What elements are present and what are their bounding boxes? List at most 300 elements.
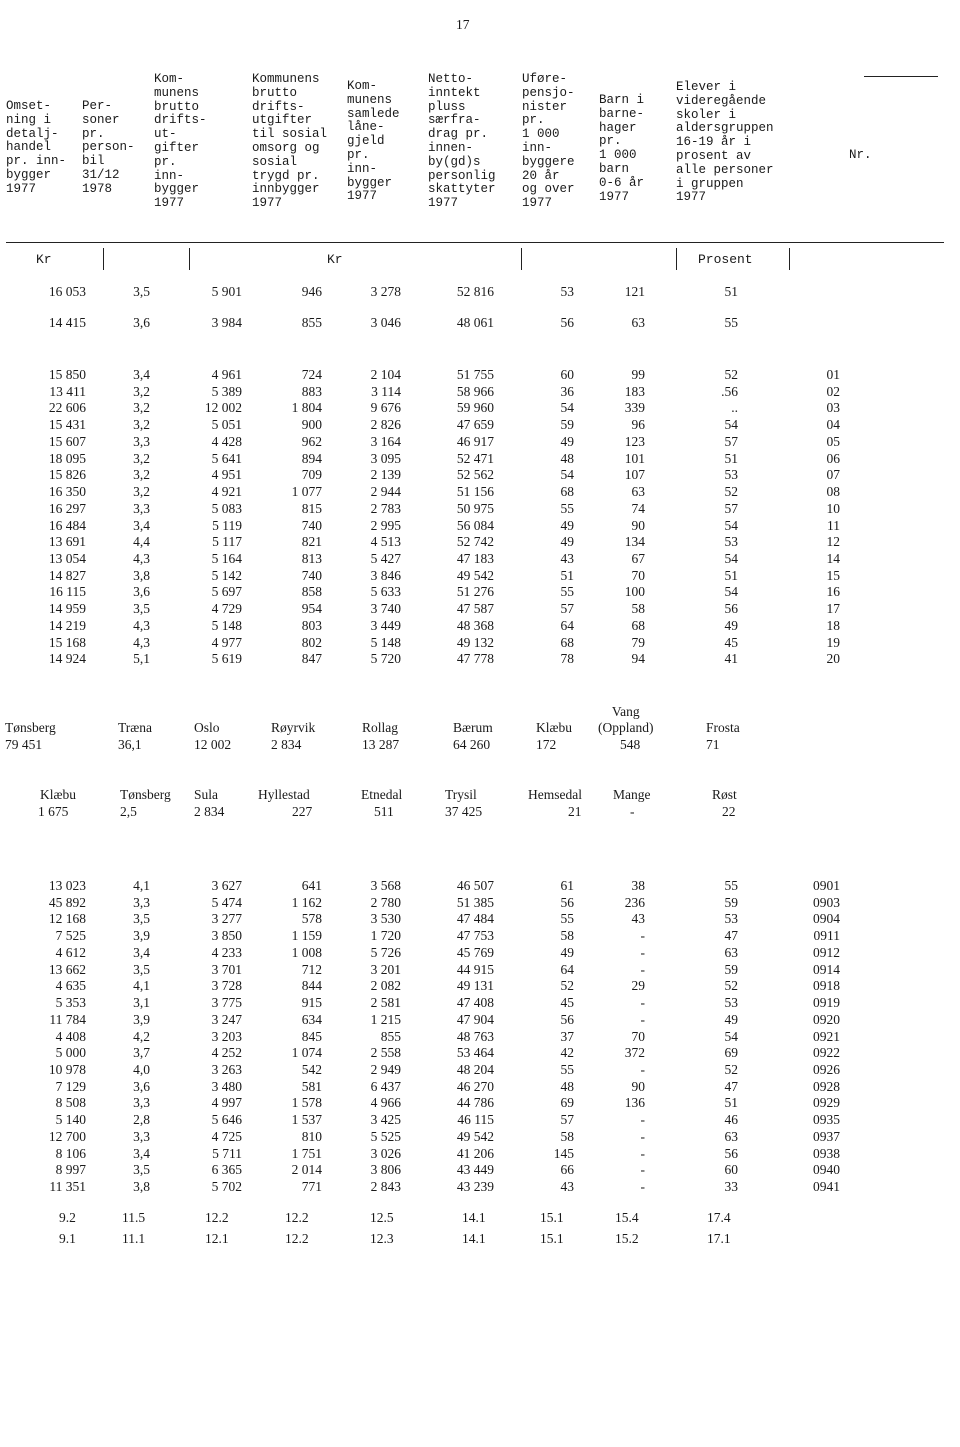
table-cell: 36 [560, 383, 574, 399]
table-cell: 372 [624, 1045, 645, 1061]
table-cell: 3 164 [370, 433, 401, 449]
table-cell: 3,6 [133, 584, 150, 600]
column-code: 12.2 [205, 1210, 229, 1225]
table-cell: 13 411 [49, 383, 86, 399]
table-cell: 3,5 [133, 601, 150, 617]
table-cell: 1 077 [291, 484, 322, 499]
table-cell: 100 [624, 584, 645, 600]
table-cell: 641 [301, 878, 322, 893]
table-cell: 16 350 [48, 484, 86, 499]
unit-divider [676, 248, 677, 270]
table-cell: 13 054 [48, 550, 86, 566]
table-cell: 55 [724, 315, 738, 330]
table-cell: 5 148 [211, 617, 242, 633]
table-cell: 3 530 [370, 911, 401, 927]
table-cell: 61 [560, 878, 574, 893]
column-code: 11.1 [122, 1231, 146, 1246]
table-cell: 13 662 [48, 961, 86, 977]
table-cell: 0914 [813, 961, 840, 977]
table-cell: 42 [560, 1045, 574, 1061]
table-cell: 5 697 [211, 584, 242, 600]
column-code: 15.1 [540, 1210, 564, 1225]
table-cell: 47 659 [456, 417, 494, 433]
table-cell: 121 [624, 284, 645, 299]
table-cell: 802 [301, 634, 322, 650]
table-cell: 134 [624, 534, 645, 550]
table-cell: 52 471 [456, 450, 494, 466]
column-code: 12.3 [370, 1231, 394, 1246]
table-cell: 2 949 [370, 1061, 401, 1077]
table-cell: 5,1 [133, 651, 150, 667]
table-cell: 0918 [813, 978, 840, 994]
column-header: Netto- inntekt pluss særfra- drag pr. innen- by(gd)s personlig skattyter 1977 [428, 72, 496, 211]
table-cell: 52 [724, 1061, 738, 1077]
table-cell: 49 [560, 517, 574, 533]
table-cell: 3 425 [370, 1112, 401, 1128]
table-cell: 38 [631, 878, 645, 893]
table-cell: .56 [721, 383, 738, 399]
table-cell: .. [731, 400, 738, 416]
table-cell: 16 115 [49, 584, 86, 600]
table-cell: 63 [631, 484, 645, 499]
table-cell: 1 720 [370, 928, 401, 944]
table-cell: 2 780 [370, 894, 401, 910]
table-cell: 634 [301, 1011, 322, 1027]
min-value: 227 [292, 804, 313, 819]
table-cell: 58 [560, 1128, 574, 1144]
table-cell: 813 [301, 550, 322, 566]
unit-divider [521, 248, 522, 270]
table-cell: 1 578 [291, 1095, 322, 1111]
table-cell: 56 [724, 1145, 738, 1161]
table-cell: 1 804 [291, 400, 322, 416]
table-cell: 46 115 [457, 1112, 494, 1128]
table-cell: 48 368 [456, 617, 494, 633]
table-cell: - [640, 961, 645, 977]
min-municipality-name: Røst [712, 787, 737, 802]
table-cell: 47 753 [456, 928, 494, 944]
table-cell: 13 691 [48, 534, 86, 550]
table-cell: 724 [301, 367, 322, 382]
column-code: 12.2 [285, 1231, 309, 1246]
table-cell: 3 203 [211, 1028, 242, 1044]
table-cell: 5 389 [211, 383, 242, 399]
table-cell: 0912 [813, 944, 840, 960]
table-cell: 1 215 [370, 1011, 401, 1027]
table-cell: 53 [724, 467, 738, 483]
table-cell: 3 114 [371, 383, 401, 399]
table-cell: - [640, 995, 645, 1010]
table-cell: 69 [560, 1095, 574, 1111]
table-cell: 740 [301, 517, 322, 533]
table-cell: 8 106 [55, 1145, 86, 1161]
min-municipality-name: Tønsberg [120, 787, 171, 802]
max-municipality-name: Rollag [362, 720, 398, 735]
table-cell: 78 [560, 651, 574, 667]
table-cell: 0937 [813, 1128, 840, 1144]
table-cell: 6 365 [211, 1162, 242, 1178]
table-cell: 56 [560, 894, 574, 910]
column-code: 9.1 [59, 1231, 76, 1246]
table-cell: 10 978 [48, 1061, 86, 1077]
table-cell: 49 542 [456, 567, 494, 583]
table-cell: - [640, 1112, 645, 1128]
table-cell: 2 944 [370, 484, 401, 499]
table-cell: 51 [560, 567, 574, 583]
table-cell: 03 [826, 400, 840, 416]
table-cell: 5 148 [370, 634, 401, 650]
table-cell: 57 [560, 601, 574, 617]
table-cell: 4,3 [133, 634, 150, 650]
table-cell: 51 156 [456, 484, 494, 499]
table-cell: 47 [724, 1078, 738, 1094]
table-cell: 47 778 [456, 651, 494, 667]
table-cell: 12 [826, 534, 840, 550]
table-cell: 3,7 [133, 1045, 150, 1061]
table-cell: 54 [560, 400, 574, 416]
table-cell: 3,2 [133, 450, 150, 466]
table-cell: 18 095 [48, 450, 86, 466]
table-cell: 48 [560, 450, 574, 466]
table-cell: 3,1 [133, 995, 150, 1010]
table-cell: 2 014 [291, 1162, 322, 1178]
table-cell: 90 [631, 1078, 645, 1094]
table-cell: 43 239 [456, 1179, 494, 1194]
table-cell: 29 [631, 978, 645, 994]
table-cell: 49 [560, 433, 574, 449]
table-cell: 55 [560, 911, 574, 927]
table-cell: 1 162 [291, 894, 322, 910]
table-cell: 52 [560, 978, 574, 994]
table-cell: 55 [560, 500, 574, 516]
min-value: 37 425 [445, 804, 483, 819]
table-cell: 5 117 [212, 534, 242, 550]
column-code: 15.2 [615, 1231, 639, 1246]
column-header: Kom- munens samlede låne- gjeld pr. inn- bygger 1977 [347, 79, 400, 204]
table-cell: 5 051 [211, 417, 242, 433]
table-cell: 96 [631, 417, 645, 433]
table-cell: 5 702 [211, 1179, 242, 1194]
table-cell: 52 [724, 978, 738, 994]
table-cell: 47 183 [456, 550, 494, 566]
table-cell: 46 [724, 1112, 738, 1128]
table-cell: 844 [301, 978, 322, 994]
max-value: 172 [536, 737, 557, 752]
table-cell: 56 [724, 601, 738, 617]
table-cell: 5 427 [370, 550, 401, 566]
table-cell: 5 119 [212, 517, 242, 533]
table-cell: 0911 [813, 928, 840, 944]
table-cell: 59 960 [456, 400, 494, 416]
table-cell: 581 [301, 1078, 322, 1094]
table-cell: 74 [631, 500, 645, 516]
table-cell: 3 046 [370, 315, 401, 330]
table-cell: 5 474 [211, 894, 242, 910]
table-cell: 12 002 [204, 400, 242, 416]
table-cell: 136 [624, 1095, 645, 1111]
table-cell: 15 [826, 567, 840, 583]
table-cell: 67 [631, 550, 645, 566]
table-cell: 68 [631, 617, 645, 633]
table-cell: - [640, 944, 645, 960]
table-cell: 16 484 [48, 517, 86, 533]
table-cell: 3,8 [133, 1179, 150, 1194]
table-cell: 41 206 [456, 1145, 494, 1161]
table-cell: 15 826 [48, 467, 86, 483]
table-cell: 3,2 [133, 400, 150, 416]
table-cell: 4 729 [211, 601, 242, 617]
table-cell: 46 507 [456, 878, 494, 893]
max-value: 71 [706, 737, 720, 752]
table-cell: 14 959 [48, 601, 86, 617]
table-cell: 90 [631, 517, 645, 533]
table-cell: 5 083 [211, 500, 242, 516]
table-cell: 59 [724, 961, 738, 977]
table-cell: 14 924 [48, 651, 86, 667]
table-cell: 60 [560, 367, 574, 382]
min-value: 2 834 [194, 804, 225, 819]
table-cell: 57 [724, 433, 738, 449]
max-municipality-name: Træna [118, 720, 153, 735]
table-cell: 2 783 [370, 500, 401, 516]
table-cell: 2 558 [370, 1045, 401, 1061]
table-cell: 3,4 [133, 1145, 150, 1161]
min-municipality-name: Hemsedal [528, 787, 582, 802]
table-cell: 0926 [813, 1061, 840, 1077]
table-cell: 55 [560, 584, 574, 600]
table-cell: 3,3 [133, 1128, 150, 1144]
column-header: Per- soner pr. person- bil 31/12 1978 [82, 99, 135, 196]
table-cell: 16 [826, 584, 840, 600]
table-cell: 68 [560, 484, 574, 499]
min-municipality-name: Sula [194, 787, 219, 802]
table-cell: 04 [826, 417, 840, 433]
table-cell: 49 [560, 944, 574, 960]
table-cell: 54 [724, 550, 738, 566]
table-cell: 64 [560, 617, 574, 633]
min-value: 21 [568, 804, 582, 819]
table-cell: 3,5 [133, 961, 150, 977]
table-cell: 05 [826, 433, 840, 449]
table-cell: 0929 [813, 1095, 840, 1111]
column-code: 14.1 [462, 1210, 486, 1225]
table-cell: 5 619 [211, 651, 242, 667]
table-cell: 5 726 [370, 944, 401, 960]
table-cell: 3,2 [133, 484, 150, 499]
table-cell: 51 385 [456, 894, 494, 910]
table-cell: 51 276 [456, 584, 494, 600]
table-cell: 52 562 [456, 467, 494, 483]
min-value: 22 [722, 804, 736, 819]
table-cell: 63 [724, 1128, 738, 1144]
table-cell: 57 [560, 1112, 574, 1128]
table-cell: 16 053 [48, 284, 86, 299]
table-cell: 63 [724, 944, 738, 960]
table-cell: 14 827 [48, 567, 86, 583]
table-cell: 18 [826, 617, 840, 633]
table-cell: 2,8 [133, 1112, 150, 1128]
table-cell: 5 641 [211, 450, 242, 466]
table-cell: 12 168 [48, 911, 86, 927]
table-cell: 0921 [813, 1028, 840, 1044]
table-cell: 54 [724, 584, 738, 600]
table-cell: 8 997 [55, 1162, 86, 1178]
column-code: 17.4 [707, 1210, 731, 1225]
table-cell: 2 581 [370, 995, 401, 1010]
table-cell: - [640, 928, 645, 944]
table-cell: 15 431 [48, 417, 86, 433]
table-cell: 59 [724, 894, 738, 910]
table-cell: 0901 [813, 878, 840, 893]
column-code: 17.1 [707, 1231, 731, 1246]
table-cell: 15 850 [48, 367, 86, 382]
table-cell: 3 740 [370, 601, 401, 617]
table-cell: 17 [826, 601, 840, 617]
table-cell: - [640, 1011, 645, 1027]
table-cell: 4 961 [211, 367, 242, 382]
table-cell: 49 542 [456, 1128, 494, 1144]
table-cell: 3 701 [211, 961, 242, 977]
table-cell: 0903 [813, 894, 840, 910]
table-cell: 4 997 [211, 1095, 242, 1111]
table-cell: 45 769 [456, 944, 494, 960]
min-value: - [630, 804, 635, 819]
table-cell: 4 966 [370, 1095, 401, 1111]
table-cell: 46 917 [456, 433, 494, 449]
table-cell: 79 [631, 634, 645, 650]
table-cell: 5 720 [370, 651, 401, 667]
table-cell: 3,8 [133, 567, 150, 583]
table-cell: 51 [724, 284, 738, 299]
table-cell: 3,9 [133, 928, 150, 944]
table-cell: 4,4 [133, 534, 150, 550]
column-code: 12.5 [370, 1210, 394, 1225]
table-cell: 51 [724, 567, 738, 583]
unit-label-prosent: Prosent [698, 252, 753, 267]
table-cell: 3,4 [133, 367, 150, 382]
max-value: 36,1 [118, 737, 142, 752]
table-cell: 53 [560, 284, 574, 299]
table-cell: 64 [560, 961, 574, 977]
table-cell: 3,4 [133, 517, 150, 533]
table-cell: 70 [631, 567, 645, 583]
table-cell: 815 [301, 500, 322, 516]
table-cell: - [640, 1179, 645, 1194]
table-cell: 4 921 [211, 484, 242, 499]
header-bottom-rule [6, 242, 944, 243]
table-cell: 4 252 [211, 1045, 242, 1061]
table-cell: 55 [724, 878, 738, 893]
table-cell: 1 159 [291, 928, 322, 944]
table-cell: 855 [380, 1028, 401, 1044]
table-cell: 07 [826, 467, 840, 483]
table-cell: 47 904 [456, 1011, 494, 1027]
unit-divider [103, 248, 104, 270]
table-cell: 3 278 [370, 284, 401, 299]
table-cell: 740 [301, 567, 322, 583]
table-cell: 3,2 [133, 417, 150, 433]
table-cell: 10 [826, 500, 840, 516]
table-cell: 01 [826, 367, 840, 382]
table-cell: 7 129 [55, 1078, 86, 1094]
table-cell: 3,3 [133, 1095, 150, 1111]
table-cell: 44 915 [456, 961, 494, 977]
max-value: 2 834 [271, 737, 302, 752]
table-cell: 20 [826, 651, 840, 667]
table-cell: 54 [724, 417, 738, 433]
table-cell: 14 [826, 550, 840, 566]
table-cell: 4 951 [211, 467, 242, 483]
column-header: Kommunens brutto drifts- utgifter til sosial omsorg og sosial trygd pr. innbygger 1977 [252, 72, 328, 211]
table-cell: 7 525 [55, 928, 86, 944]
table-cell: 962 [301, 433, 322, 449]
table-cell: 810 [301, 1128, 322, 1144]
table-cell: 55 [560, 1061, 574, 1077]
table-cell: 48 [560, 1078, 574, 1094]
table-cell: 5 164 [211, 550, 242, 566]
table-cell: 4 725 [211, 1128, 242, 1144]
unit-label-kr: Kr [36, 252, 52, 267]
table-cell: 4 612 [55, 944, 86, 960]
table-cell: 99 [631, 367, 645, 382]
table-cell: 70 [631, 1028, 645, 1044]
table-cell: 3 806 [370, 1162, 401, 1178]
table-cell: 47 587 [456, 601, 494, 617]
table-cell: 1 537 [291, 1112, 322, 1128]
table-cell: 46 270 [456, 1078, 494, 1094]
max-value: 548 [620, 737, 641, 752]
table-cell: 858 [301, 584, 322, 600]
table-cell: 47 484 [456, 911, 494, 927]
table-cell: 3 568 [370, 878, 401, 893]
table-cell: 894 [301, 450, 322, 466]
table-cell: 49 [724, 1011, 738, 1027]
table-cell: 883 [301, 383, 322, 399]
table-cell: 3,2 [133, 467, 150, 483]
table-cell: 4,3 [133, 550, 150, 566]
table-cell: 5 901 [211, 284, 242, 299]
table-cell: 4 635 [55, 978, 86, 994]
table-cell: 11 [827, 517, 840, 533]
column-code: 12.2 [285, 1210, 309, 1225]
column-header: Uføre- pensjo- nister pr. 1 000 inn- byggere 20 år og over 1977 [522, 72, 575, 211]
table-cell: 0938 [813, 1145, 840, 1161]
table-cell: 4,1 [133, 878, 150, 893]
min-municipality-name: Etnedal [361, 787, 403, 802]
table-cell: 3 263 [211, 1061, 242, 1077]
table-cell: 14 219 [48, 617, 86, 633]
table-cell: 3 728 [211, 978, 242, 994]
table-cell: 1 008 [291, 944, 322, 960]
table-cell: 0920 [813, 1011, 840, 1027]
table-cell: 542 [301, 1061, 322, 1077]
table-cell: 4,2 [133, 1028, 150, 1044]
table-cell: 54 [560, 467, 574, 483]
table-cell: 4,3 [133, 617, 150, 633]
table-cell: 44 786 [456, 1095, 494, 1111]
table-cell: 3 449 [370, 617, 401, 633]
unit-divider [189, 248, 190, 270]
table-cell: - [640, 1061, 645, 1077]
column-code: 9.2 [59, 1210, 76, 1225]
column-code: 15.1 [540, 1231, 564, 1246]
page-number: 17 [456, 17, 470, 32]
table-cell: 15 168 [48, 634, 86, 650]
table-cell: 51 [724, 450, 738, 466]
table-cell: 48 204 [456, 1061, 494, 1077]
table-cell: 3 480 [211, 1078, 242, 1094]
table-cell: 51 [724, 1095, 738, 1111]
